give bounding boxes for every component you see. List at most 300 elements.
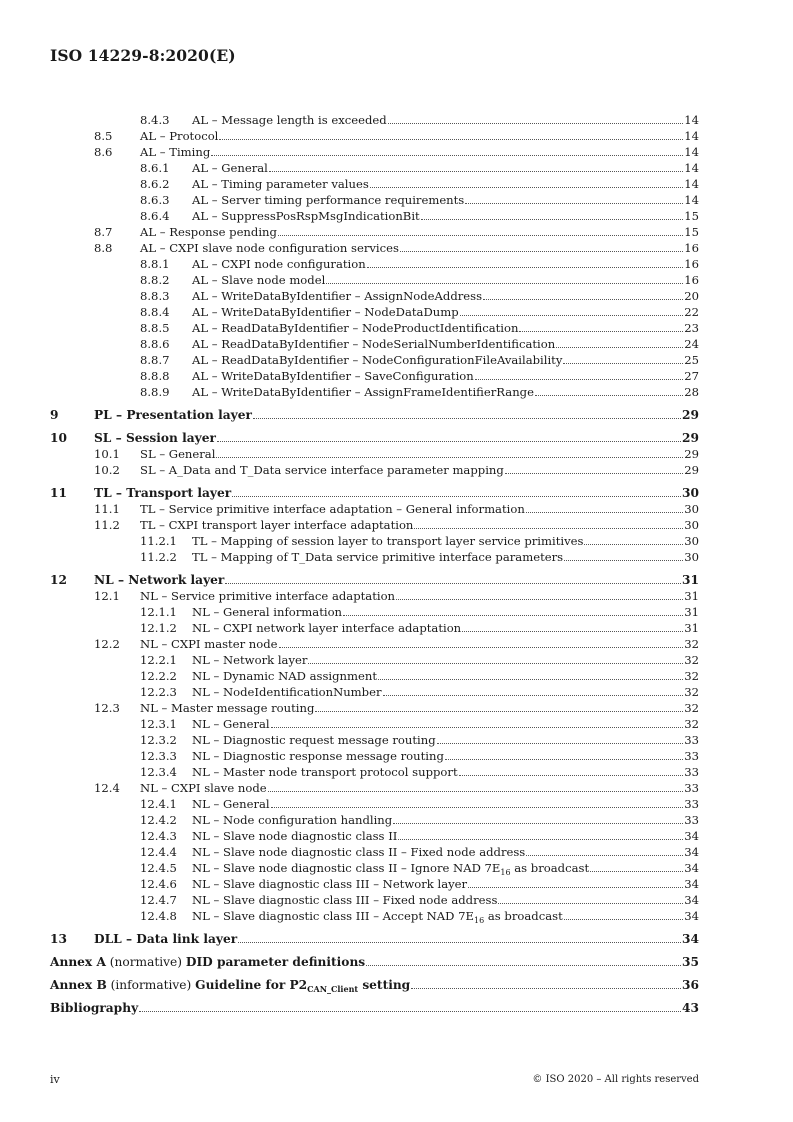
toc-entry-line (140, 588, 699, 604)
toc-entry-number: 8.7 (94, 225, 113, 239)
toc-entry-line (140, 517, 699, 533)
toc-entry-number: 12.4.5 (140, 861, 177, 875)
toc-entry-number: 8.8.8 (140, 369, 170, 383)
toc-entry-page: 34 (684, 893, 699, 907)
document-header: ISO 14229-8:2020(E) (50, 46, 236, 65)
toc-entry-number: 11.2 (94, 518, 120, 532)
toc-entry-number: 12.4.6 (140, 877, 177, 891)
toc-entry-line (94, 407, 699, 423)
annex-title: Guideline for P2 (195, 978, 308, 992)
toc-leader-dots (414, 517, 683, 529)
toc-entry-line (192, 208, 699, 224)
toc-leader-dots (378, 668, 683, 680)
annex-label: Annex A (50, 955, 106, 969)
toc-entry-title (94, 572, 224, 588)
toc-leader-dots (225, 572, 681, 584)
toc-leader-dots (211, 144, 683, 156)
toc-entry-page: 22 (684, 305, 699, 319)
toc-entry-page: 43 (682, 1001, 699, 1015)
toc-entry-page: 15 (684, 209, 699, 223)
toc-entry-page: 30 (684, 502, 699, 516)
toc-entry-number: 12.2 (94, 637, 120, 651)
toc-leader-dots (238, 931, 681, 943)
toc-entry-number: 10 (50, 431, 67, 445)
toc-entry-line (192, 876, 699, 892)
toc-entry-page: 32 (684, 669, 699, 683)
toc-entry-subscript: 16 (474, 916, 485, 925)
toc-entry-line (192, 796, 699, 812)
toc-entry-line (140, 144, 699, 160)
toc-entry-title (192, 828, 397, 844)
toc-entry-line (192, 304, 699, 320)
toc-entry-page: 15 (684, 225, 699, 239)
toc-annex-entry[interactable] (50, 1000, 699, 1016)
toc-entry[interactable] (50, 336, 699, 352)
toc-entry-line (140, 501, 699, 517)
toc-entry-title-text: AL – CXPI slave node configuration services (140, 241, 399, 255)
toc-entry-line (192, 160, 699, 176)
toc-entry-line (192, 192, 699, 208)
toc-entry-line (192, 272, 699, 288)
toc-entry-number: 12.4.2 (140, 813, 177, 827)
toc-entry-line (192, 533, 699, 549)
toc-entry-page: 31 (684, 621, 699, 635)
toc-entry-title-text: TL – Service primitive interface adaptation – General information (140, 502, 525, 516)
toc-leader-dots (383, 684, 684, 696)
toc-entry-line (192, 320, 699, 336)
toc-entry-number: 8.6.3 (140, 193, 170, 207)
toc-entry[interactable] (50, 796, 699, 812)
toc-leader-dots (483, 288, 683, 300)
toc-entry-number: 12.2.3 (140, 685, 177, 699)
toc-entry-line (192, 860, 699, 876)
toc-entry-line (192, 828, 699, 844)
toc-entry-title (192, 812, 392, 828)
toc-leader-dots (315, 700, 683, 712)
toc-entry-title (192, 652, 307, 668)
toc-entry-title (192, 732, 436, 748)
toc-leader-dots (556, 336, 683, 348)
toc-entry-title (192, 620, 461, 636)
toc-entry-title-text: AL – Server timing performance requirements (192, 193, 465, 207)
toc-entry-page: 34 (682, 932, 699, 946)
toc-entry-page: 32 (684, 653, 699, 667)
toc-entry-number: 12.3 (94, 701, 120, 715)
toc-entry-page: 29 (682, 408, 699, 422)
toc-entry-number: 11.2.2 (140, 550, 177, 564)
toc-leader-dots (279, 636, 684, 648)
toc-entry[interactable] (50, 352, 699, 368)
toc-entry-line (140, 240, 699, 256)
toc-entry-line (192, 620, 699, 636)
toc-leader-dots (475, 368, 684, 380)
toc-leader-dots (584, 533, 683, 545)
toc-entry-title (192, 876, 467, 892)
toc-entry-page: 20 (684, 289, 699, 303)
toc-leader-dots (308, 652, 683, 664)
toc-entry-line (192, 176, 699, 192)
toc-entry-title (192, 764, 458, 780)
toc-entry-title (50, 977, 410, 993)
toc-entry[interactable] (50, 828, 699, 844)
toc-entry-title-text: NL – Slave node diagnostic class II (192, 829, 398, 843)
toc-entry-title-text: AL – CXPI node configuration (192, 257, 366, 271)
toc-entry-line (140, 224, 699, 240)
toc-entry-title-text: NL – General (192, 717, 270, 731)
toc-entry-page: 35 (682, 955, 699, 969)
toc-entry-title (192, 352, 562, 368)
toc-entry-number: 8.6.4 (140, 209, 170, 223)
toc-leader-dots (459, 764, 684, 776)
toc-entry[interactable] (50, 549, 699, 565)
toc-entry-page: 34 (684, 829, 699, 843)
toc-entry-title (140, 780, 267, 796)
toc-entry-number: 8.8 (94, 241, 113, 255)
toc-entry-page: 23 (684, 321, 699, 335)
toc-entry-title (192, 112, 387, 128)
toc-entry-title-text: AL – SuppressPosRspMsgIndicationBit (192, 209, 420, 223)
table-of-contents (50, 112, 699, 1016)
toc-entry-line (192, 336, 699, 352)
toc-entry-title-text: TL – Mapping of session layer to transport layer service primitives (192, 534, 584, 548)
toc-entry-title-text: AL – Response pending (140, 225, 277, 239)
toc-entry-title-text: NL – General information (192, 605, 343, 619)
toc-entry[interactable] (50, 224, 699, 240)
toc-entry-title-text: AL – WriteDataByIdentifier – NodeDataDump (192, 305, 459, 319)
toc-entry-title (140, 501, 525, 517)
toc-entry[interactable] (50, 462, 699, 478)
toc-entry-page: 30 (684, 518, 699, 532)
toc-leader-dots (462, 620, 683, 632)
toc-entry[interactable] (50, 620, 699, 636)
toc-entry-line (94, 931, 699, 947)
toc-entry[interactable] (50, 160, 699, 176)
toc-annex-entry[interactable] (50, 977, 699, 993)
toc-entry-number: 8.8.4 (140, 305, 170, 319)
toc-entry-number: 12.4.4 (140, 845, 177, 859)
toc-entry[interactable] (50, 764, 699, 780)
toc-entry-line (192, 604, 699, 620)
toc-leader-dots (268, 780, 684, 792)
toc-entry-title-text: NL – General (192, 797, 270, 811)
toc-entry-title (192, 748, 444, 764)
toc-entry-page: 14 (684, 129, 699, 143)
toc-entry-title-text: AL – WriteDataByIdentifier – AssignFrameIdentifierRange (192, 385, 534, 399)
toc-entry-title (192, 160, 268, 176)
toc-entry[interactable] (50, 384, 699, 400)
toc-entry-line (50, 1000, 699, 1016)
toc-entry-page: 27 (684, 369, 699, 383)
toc-leader-dots (526, 501, 683, 513)
toc-entry-page: 28 (684, 385, 699, 399)
toc-entry-number: 12.4 (94, 781, 120, 795)
toc-entry-page: 14 (684, 113, 699, 127)
toc-entry[interactable] (50, 144, 699, 160)
toc-entry[interactable] (50, 320, 699, 336)
toc-leader-dots (271, 716, 684, 728)
toc-entry-title (192, 176, 369, 192)
toc-entry-number: 13 (50, 932, 67, 946)
toc-entry-line (192, 844, 699, 860)
toc-entry-title-text: NL – CXPI network layer interface adaptation (192, 621, 462, 635)
toc-entry-title (192, 208, 420, 224)
toc-entry-title (192, 256, 366, 272)
toc-entry[interactable] (50, 485, 699, 501)
toc-entry-number: 12.4.1 (140, 797, 177, 811)
toc-entry[interactable] (50, 112, 699, 128)
toc-entry-number: 11.1 (94, 502, 120, 516)
toc-entry-line (192, 764, 699, 780)
toc-entry-title-text: NL – Slave diagnostic class III – Accept NAD 7E (192, 909, 475, 923)
toc-entry-title-text: NL – Master message routing (140, 701, 315, 715)
toc-entry-title-text: AL – ReadDataByIdentifier – NodeConfigurationFileAvailability (192, 353, 563, 367)
toc-entry-number: 8.6.1 (140, 161, 170, 175)
toc-entry-line (192, 368, 699, 384)
toc-entry-title-text: NL – Network layer (94, 573, 225, 587)
toc-entry-title (140, 224, 277, 240)
toc-entry-page: 34 (684, 877, 699, 891)
toc-entry-title-text: AL – Timing parameter values (192, 177, 369, 191)
toc-entry-number: 12.2.2 (140, 669, 177, 683)
toc-entry-title-text: NL – Slave node diagnostic class II – Ignore NAD 7E (192, 861, 501, 875)
toc-entry-title-text: DLL – Data link layer (94, 932, 238, 946)
toc-entry-title (192, 908, 563, 924)
toc-entry-number: 8.8.7 (140, 353, 170, 367)
toc-entry-number: 11.2.1 (140, 534, 177, 548)
toc-entry[interactable] (50, 876, 699, 892)
toc-entry-title (192, 288, 482, 304)
toc-leader-dots (505, 462, 683, 474)
annex-label: Bibliography (50, 1001, 139, 1015)
toc-entry-number: 8.6 (94, 145, 113, 159)
toc-entry-title (192, 716, 270, 732)
toc-entry-page: 31 (682, 573, 699, 587)
toc-entry-line (192, 732, 699, 748)
toc-entry-line (192, 652, 699, 668)
toc-entry-title (140, 446, 215, 462)
toc-leader-dots (411, 977, 681, 989)
toc-entry-title (94, 407, 252, 423)
toc-entry-page: 33 (684, 797, 699, 811)
toc-entry[interactable] (50, 636, 699, 652)
toc-entry[interactable] (50, 860, 699, 876)
toc-entry-number: 11 (50, 486, 67, 500)
toc-entry-title-text: NL – Diagnostic request message routing (192, 733, 436, 747)
toc-entry-line (192, 288, 699, 304)
toc-leader-dots (564, 908, 684, 920)
toc-leader-dots (370, 176, 683, 188)
toc-entry[interactable] (50, 533, 699, 549)
toc-entry[interactable] (50, 446, 699, 462)
toc-leader-dots (437, 732, 684, 744)
toc-entry[interactable] (50, 176, 699, 192)
toc-entry-title (94, 931, 237, 947)
toc-entry-number: 10.2 (94, 463, 120, 477)
toc-entry-page: 33 (684, 781, 699, 795)
toc-entry[interactable] (50, 652, 699, 668)
toc-entry[interactable] (50, 430, 699, 446)
toc-entry[interactable] (50, 208, 699, 224)
toc-entry-page: 33 (684, 749, 699, 763)
toc-leader-dots (398, 828, 683, 840)
toc-entry-title (94, 430, 216, 446)
toc-entry-number: 8.6.2 (140, 177, 170, 191)
toc-entry[interactable] (50, 684, 699, 700)
toc-entry-title (192, 336, 555, 352)
toc-entry-line (50, 954, 699, 970)
toc-entry-title-text: AL – Protocol (140, 129, 219, 143)
toc-entry-title (140, 240, 399, 256)
toc-leader-dots (139, 1000, 681, 1012)
toc-entry-page: 25 (684, 353, 699, 367)
toc-entry-page: 14 (684, 177, 699, 191)
toc-entry-line (192, 684, 699, 700)
toc-entry-page: 29 (684, 447, 699, 461)
toc-entry-title (50, 1000, 138, 1016)
toc-leader-dots (271, 796, 684, 808)
toc-entry[interactable] (50, 192, 699, 208)
toc-entry-line (192, 716, 699, 732)
toc-entry-title-text: NL – Dynamic NAD assignment (192, 669, 378, 683)
toc-leader-dots (367, 256, 684, 268)
toc-annex-entry[interactable] (50, 954, 699, 970)
toc-entry-page: 32 (684, 717, 699, 731)
toc-entry-title (192, 668, 377, 684)
toc-entry[interactable] (50, 844, 699, 860)
annex-title-subscript: CAN_Client (307, 984, 359, 994)
toc-entry-title (94, 485, 231, 501)
toc-leader-dots (278, 224, 683, 236)
toc-entry-title (192, 192, 464, 208)
toc-entry-page: 14 (684, 161, 699, 175)
toc-leader-dots (590, 860, 683, 872)
toc-entry-title (192, 304, 459, 320)
toc-entry-title-text: NL – CXPI master node (140, 637, 278, 651)
toc-entry-page: 29 (682, 431, 699, 445)
toc-entry-page: 36 (682, 978, 699, 992)
toc-entry-line (192, 748, 699, 764)
toc-entry-number: 8.8.1 (140, 257, 170, 271)
toc-entry[interactable] (50, 501, 699, 517)
toc-entry[interactable] (50, 517, 699, 533)
toc-leader-dots (468, 876, 683, 888)
toc-leader-dots (396, 588, 683, 600)
toc-entry[interactable] (50, 812, 699, 828)
toc-entry-page: 32 (684, 637, 699, 651)
toc-entry-line (140, 462, 699, 478)
toc-entry-line (94, 572, 699, 588)
toc-entry[interactable] (50, 732, 699, 748)
toc-entry[interactable] (50, 908, 699, 924)
toc-entry[interactable] (50, 368, 699, 384)
toc-entry[interactable] (50, 604, 699, 620)
annex-label: Annex B (50, 978, 107, 992)
toc-entry-page: 14 (684, 193, 699, 207)
toc-entry[interactable] (50, 700, 699, 716)
toc-leader-dots (535, 384, 683, 396)
toc-leader-dots (219, 128, 683, 140)
toc-entry-page: 34 (684, 861, 699, 875)
toc-entry-number: 12.1.1 (140, 605, 177, 619)
toc-entry[interactable] (50, 304, 699, 320)
toc-entry-title (140, 588, 395, 604)
toc-entry-title (192, 384, 534, 400)
toc-entry-title (140, 144, 210, 160)
toc-entry-page: 24 (684, 337, 699, 351)
toc-entry[interactable] (50, 256, 699, 272)
toc-entry-page: 16 (684, 257, 699, 271)
toc-entry-title (140, 517, 413, 533)
toc-entry-title (192, 272, 325, 288)
toc-entry-title-text: AL – Slave node model (192, 273, 326, 287)
toc-entry-line (192, 892, 699, 908)
toc-entry-number: 8.8.9 (140, 385, 170, 399)
toc-entry-line (94, 485, 699, 501)
toc-entry-title-text: SL – Session layer (94, 431, 216, 445)
toc-entry-line (192, 352, 699, 368)
toc-entry-page: 34 (684, 845, 699, 859)
toc-entry-title-text: PL – Presentation layer (94, 408, 252, 422)
toc-entry-line (192, 384, 699, 400)
toc-entry-title-text: SL – A_Data and T_Data service interface parameter mapping (140, 463, 504, 477)
toc-leader-dots (343, 604, 683, 616)
toc-entry[interactable] (50, 288, 699, 304)
toc-entry[interactable] (50, 892, 699, 908)
toc-entry-line (192, 549, 699, 565)
toc-entry-number: 12.3.1 (140, 717, 177, 731)
toc-leader-dots (563, 352, 683, 364)
toc-entry-line (50, 977, 699, 993)
toc-entry-page: 16 (684, 273, 699, 287)
toc-leader-dots (465, 192, 683, 204)
toc-entry-title-text: TL – Mapping of T_Data service primitive interface parameters (192, 550, 564, 564)
toc-entry[interactable] (50, 240, 699, 256)
annex-title: DID parameter definitions (185, 955, 366, 969)
toc-entry-page: 33 (684, 813, 699, 827)
toc-entry-page: 32 (684, 685, 699, 699)
toc-entry[interactable] (50, 272, 699, 288)
toc-entry[interactable] (50, 780, 699, 796)
toc-entry[interactable] (50, 588, 699, 604)
toc-leader-dots (400, 240, 683, 252)
toc-entry[interactable] (50, 572, 699, 588)
toc-entry-title-text: AL – WriteDataByIdentifier – SaveConfiguration (192, 369, 474, 383)
annex-kind: (normative) (105, 955, 186, 969)
toc-leader-dots (232, 485, 681, 497)
toc-entry[interactable] (50, 931, 699, 947)
toc-entry-number: 12.3.3 (140, 749, 177, 763)
toc-entry-title-text: NL – Node configuration handling (192, 813, 393, 827)
toc-entry-title-text: AL – ReadDataByIdentifier – NodeSerialNumberIdentification (192, 337, 556, 351)
toc-entry-number: 8.8.6 (140, 337, 170, 351)
toc-entry-line (192, 668, 699, 684)
annex-title-tail: setting (358, 978, 411, 992)
toc-entry[interactable] (50, 128, 699, 144)
annex-kind: (informative) (106, 978, 196, 992)
toc-entry[interactable] (50, 407, 699, 423)
toc-entry[interactable] (50, 748, 699, 764)
toc-entry-line (140, 700, 699, 716)
toc-entry-number: 12.4.3 (140, 829, 177, 843)
toc-entry[interactable] (50, 668, 699, 684)
toc-entry-title-text: AL – Message length is exceeded (192, 113, 387, 127)
toc-entry-title (192, 860, 589, 876)
toc-entry-number: 8.5 (94, 129, 113, 143)
toc-entry-title-text: NL – Slave diagnostic class III – Network layer (192, 877, 468, 891)
toc-entry[interactable] (50, 716, 699, 732)
toc-leader-dots (460, 304, 684, 316)
toc-entry-title-text: TL – Transport layer (94, 486, 232, 500)
